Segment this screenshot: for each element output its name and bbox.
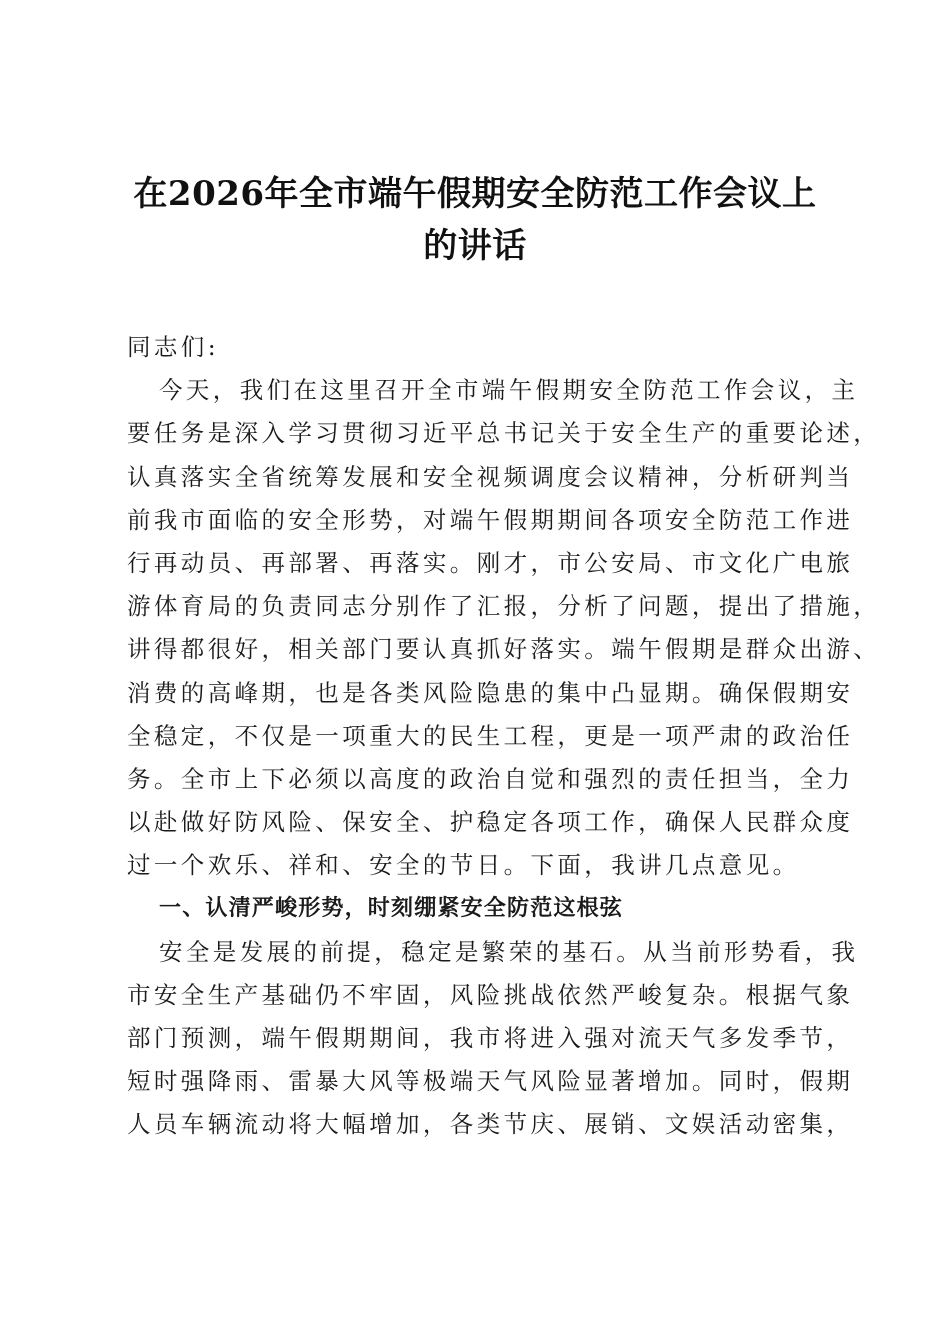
paragraph-line: 认真落实全省统筹发展和安全视频调度会议精神，分析研判当 [127,462,854,491]
paragraph-line: 人员车辆流动将大幅增加，各类节庆、展销、文娱活动密集， [127,1110,854,1139]
salutation: 同志们: [127,333,220,361]
paragraph-line: 行再动员、再部署、再落实。刚才，市公安局、市文化广电旅 [127,548,854,577]
paragraph-line: 过一个欢乐、祥和、安全的节日。下面，我讲几点意见。 [127,851,800,880]
document-title [120,168,830,272]
paragraph-line: 游体育局的负责同志分别作了汇报，分析了问题，提出了措施， [127,592,881,621]
paragraph-line: 安全是发展的前提，稳定是繁荣的基石。从当前形势看，我 [159,937,859,966]
paragraph-section-1 [127,931,859,1147]
paragraph-opening [127,369,881,887]
paragraph-line: 以赴做好防风险、保安全、护稳定各项工作，确保人民群众度 [127,808,854,837]
paragraph-line: 今天，我们在这里召开全市端午假期安全防范工作会议，主 [159,376,859,405]
paragraph-line: 讲得都很好，相关部门要认真抓好落实。端午假期是群众出游、 [127,635,881,664]
paragraph-line: 短时强降雨、雷暴大风等极端天气风险显著增加。同时，假期 [127,1067,854,1096]
paragraph-line: 前我市面临的安全形势，对端午假期期间各项安全防范工作进 [127,505,854,534]
paragraph-line: 消费的高峰期，也是各类风险隐患的集中凸显期。确保假期安 [127,678,854,707]
paragraph-line: 部门预测，端午假期期间，我市将进入强对流天气多发季节， [127,1024,854,1052]
paragraph-line: 务。全市上下必须以高度的政治自觉和强烈的责任担当，全力 [127,764,854,793]
section-heading: 一、认清严峻形势，时刻绷紧安全防范这根弦 [159,896,624,922]
title-line-1: 在2026年全市端午假期安全防范工作会议上 [133,174,817,214]
paragraph-line: 要任务是深入学习贯彻习近平总书记关于安全生产的重要论述， [127,419,881,448]
document-body [127,326,881,1147]
title-line-2: 的讲话 [423,226,527,266]
paragraph-line: 全稳定，不仅是一项重大的民生工程，更是一项严肃的政治任 [127,721,854,750]
paragraph-line: 市安全生产基础仍不牢固，风险挑战依然严峻复杂。根据气象 [127,980,854,1009]
